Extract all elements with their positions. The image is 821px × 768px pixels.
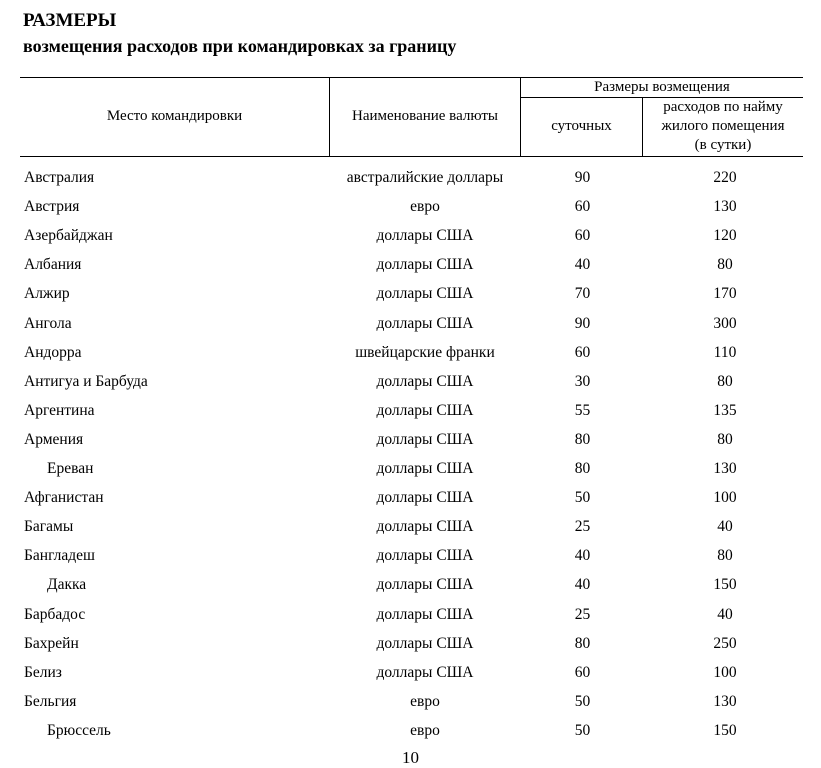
header-daily: суточных <box>551 118 612 134</box>
daily-allowance-cell: 50 <box>574 692 591 710</box>
currency-cell: евро <box>410 721 440 739</box>
table-row <box>0 570 821 599</box>
currency-cell: доллары США <box>376 227 474 245</box>
place-cell: Армения <box>24 430 84 448</box>
daily-allowance-cell: 90 <box>574 314 591 332</box>
header-reimbursement-group: Размеры возмещения <box>594 79 730 95</box>
hotel-allowance-cell: 100 <box>713 489 737 507</box>
table-row <box>0 309 821 338</box>
currency-cell: евро <box>410 198 440 216</box>
place-cell: Афганистан <box>24 489 104 507</box>
table-row <box>0 716 821 745</box>
place-cell: Аргентина <box>24 401 95 419</box>
currency-cell: доллары США <box>376 285 474 303</box>
daily-allowance-cell: 80 <box>574 460 591 477</box>
table-row <box>0 541 821 570</box>
currency-cell: доллары США <box>376 663 474 681</box>
daily-allowance-cell: 30 <box>574 372 591 390</box>
daily-allowance-cell: 80 <box>574 430 591 448</box>
table-row <box>0 483 821 512</box>
table-row <box>0 600 821 629</box>
daily-allowance-cell: 60 <box>574 198 591 216</box>
place-cell: Австрия <box>24 198 80 216</box>
currency-cell: доллары США <box>376 372 474 390</box>
hotel-allowance-cell: 120 <box>713 227 737 245</box>
place-cell: Бангладеш <box>24 547 95 565</box>
hotel-allowance-cell: 300 <box>713 314 737 332</box>
hotel-allowance-cell: 130 <box>713 198 737 216</box>
hotel-allowance-cell: 150 <box>713 721 737 739</box>
hotel-allowance-cell: 170 <box>713 285 737 303</box>
table-row <box>0 338 821 367</box>
currency-cell: доллары США <box>376 576 474 594</box>
table-row <box>0 658 821 687</box>
daily-allowance-cell: 40 <box>574 256 591 274</box>
currency-cell: доллары США <box>376 489 474 507</box>
hotel-allowance-cell: 100 <box>713 663 737 681</box>
daily-allowance-cell: 60 <box>574 343 591 361</box>
currency-cell: доллары США <box>376 547 474 565</box>
currency-cell: доллары США <box>376 401 474 419</box>
daily-allowance-cell: 50 <box>574 489 591 507</box>
place-cell: Ангола <box>24 314 72 332</box>
daily-allowance-cell: 50 <box>574 721 591 739</box>
table-row <box>0 687 821 716</box>
currency-cell: доллары США <box>376 256 474 274</box>
table-row <box>0 629 821 658</box>
place-cell: Антигуа и Барбуда <box>24 372 148 390</box>
currency-cell: доллары США <box>376 518 474 536</box>
hotel-allowance-cell: 130 <box>713 460 737 477</box>
table-row <box>0 192 821 221</box>
hotel-allowance-cell: 80 <box>717 256 733 274</box>
place-cell: Андорра <box>24 343 82 361</box>
place-cell: Белиз <box>24 663 62 681</box>
table-top-border <box>20 77 803 78</box>
place-cell: Багамы <box>24 518 74 536</box>
place-cell: Барбадос <box>24 605 86 623</box>
group-header-divider <box>520 97 803 98</box>
place-cell: Азербайджан <box>24 227 113 245</box>
header-place: Место командировки <box>106 108 243 124</box>
currency-cell: швейцарские франки <box>355 343 495 361</box>
table-row <box>0 367 821 396</box>
document-title: РАЗМЕРЫ <box>23 10 117 31</box>
daily-allowance-cell: 90 <box>574 169 591 186</box>
currency-cell: доллары США <box>376 314 474 332</box>
daily-allowance-cell: 60 <box>574 227 591 245</box>
header-currency: Наименование валюты <box>351 108 498 124</box>
currency-cell: доллары США <box>376 430 474 448</box>
header-hotel-line-2: жилого помещения <box>661 118 785 134</box>
header-hotel-line-1: расходов по найму <box>663 99 783 115</box>
currency-cell: доллары США <box>376 634 474 652</box>
currency-cell: доллары США <box>376 460 474 477</box>
daily-allowance-cell: 40 <box>574 576 591 594</box>
daily-allowance-cell: 80 <box>574 634 591 652</box>
place-cell: Брюссель <box>47 721 111 739</box>
table-row <box>0 163 821 192</box>
daily-allowance-cell: 60 <box>574 663 591 681</box>
currency-cell: евро <box>410 692 440 710</box>
place-cell: Австралия <box>24 169 95 186</box>
daily-allowance-cell: 70 <box>574 285 591 303</box>
hotel-allowance-cell: 40 <box>717 605 733 623</box>
header-hotel-line-3: (в сутки) <box>694 137 752 153</box>
hotel-allowance-cell: 80 <box>717 547 733 565</box>
table-row <box>0 250 821 279</box>
table-row <box>0 512 821 541</box>
table-row <box>0 279 821 308</box>
table-row <box>0 396 821 425</box>
place-cell: Бахрейн <box>24 634 79 652</box>
hotel-allowance-cell: 220 <box>713 169 737 186</box>
daily-allowance-cell: 25 <box>574 605 591 623</box>
place-cell: Алжир <box>24 285 70 303</box>
hotel-allowance-cell: 250 <box>713 634 737 652</box>
place-cell: Бельгия <box>24 692 77 710</box>
table-row <box>0 425 821 454</box>
page-number: 10 <box>402 748 419 767</box>
table-row <box>0 454 821 483</box>
hotel-allowance-cell: 130 <box>713 692 737 710</box>
document-subtitle: возмещения расходов при командировках за границу <box>23 36 457 56</box>
daily-allowance-cell: 25 <box>574 518 591 536</box>
hotel-allowance-cell: 135 <box>713 401 737 419</box>
daily-allowance-cell: 55 <box>574 401 591 419</box>
hotel-allowance-cell: 40 <box>717 518 733 536</box>
place-cell: Дакка <box>47 576 87 594</box>
hotel-allowance-cell: 110 <box>713 343 737 361</box>
currency-cell: доллары США <box>376 605 474 623</box>
daily-allowance-cell: 40 <box>574 547 591 565</box>
hotel-allowance-cell: 80 <box>717 372 733 390</box>
hotel-allowance-cell: 80 <box>717 430 733 448</box>
hotel-allowance-cell: 150 <box>713 576 737 594</box>
table-row <box>0 221 821 250</box>
header-bottom-border <box>20 156 803 157</box>
currency-cell: австралийские доллары <box>346 169 504 186</box>
place-cell: Ереван <box>47 460 94 477</box>
place-cell: Албания <box>24 256 82 274</box>
